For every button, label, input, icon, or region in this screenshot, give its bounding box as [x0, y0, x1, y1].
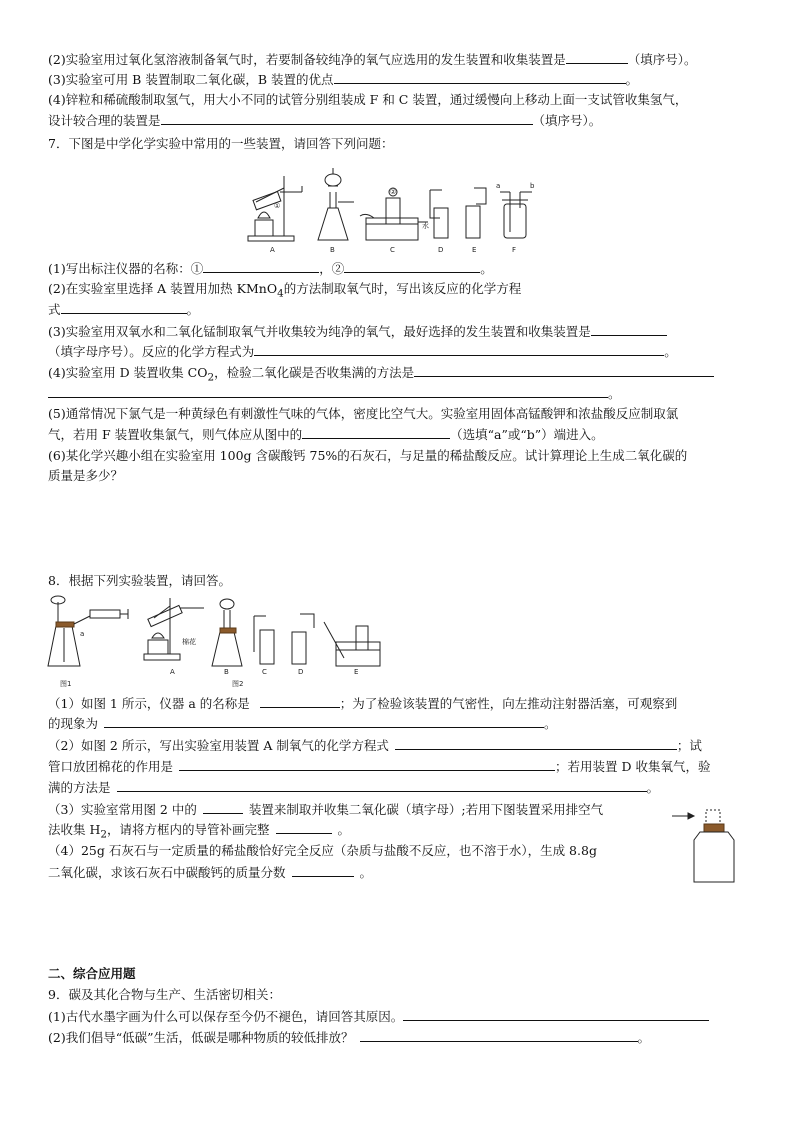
q9-part1: (1)古代水墨字画为什么可以保存至今仍不褪色，请回答其原因。: [48, 1007, 748, 1026]
answer-blank[interactable]: [117, 778, 647, 792]
answer-blank[interactable]: [203, 259, 319, 273]
q9-intro: 9．碳及其化合物与生产、生活密切相关：: [48, 987, 281, 1002]
q7-part6-cont: 质量是多少？: [48, 468, 124, 483]
q6-part3: (3)实验室可用 B 装置制取二氧化碳，B 装置的优点 。: [48, 72, 639, 87]
fig8-label-cotton: 棉花: [182, 638, 196, 646]
q8-intro: 8．根据下列实验装置，请回答。: [48, 573, 231, 588]
q7-part2: (2)在实验室里选择 A 装置用加热 KMnO$_4$的方法制取氧气时，写出该反应的化学方程: [48, 281, 522, 300]
fig-label-e: E: [472, 246, 477, 254]
q7-apparatus-svg: [244, 158, 534, 256]
fig-label-b: B: [330, 246, 335, 254]
fig8-caption-1: 图1: [60, 680, 72, 688]
q7-part4-cont: 。: [48, 384, 748, 403]
q8-part1-cont: 的现象为 。: [48, 716, 557, 731]
q9-part2: (2)我们倡导“低碳”生活，低碳是哪种物质的较低排放？ 。: [48, 1030, 651, 1045]
q6-part2: (2)实验室用过氧化氢溶液制备氧气时，若要制备较纯净的氧气应选用的发生装置和收集装置是 （填序号）。: [48, 52, 697, 67]
fig-label-c: C: [390, 246, 395, 254]
fig8-label-e: E: [354, 668, 359, 676]
fig8-label-b: B: [224, 668, 229, 676]
answer-blank[interactable]: [104, 714, 544, 728]
q7-part5-cont: 气，若用 F 装置收集氯气，则气体应从图中的 （选填“a”或“b”）端进入。: [48, 427, 604, 442]
section-title: 二、综合应用题: [48, 966, 136, 981]
answer-blank[interactable]: [403, 1007, 709, 1021]
fig-mark-1: ①: [274, 202, 281, 210]
fig8-label-c: C: [262, 668, 267, 676]
q8-part2-cont: 管口放团棉花的作用是 ；若用装置 D 收集氧气，验: [48, 759, 711, 774]
answer-blank[interactable]: [161, 111, 533, 125]
fig8-label-d: D: [298, 668, 304, 676]
q8-part4: （4）25g 石灰石与一定质量的稀盐酸恰好完全反应（杂质与盐酸不反应，也不溶于水），生成 8.8g: [48, 843, 597, 858]
q7-part6: (6)某化学兴趣小组在实验室用 100g 含碳酸钙 75%的石灰石，与足量的稀盐酸反应。试计算理论上生成二氧化碳的: [48, 448, 688, 463]
q7-part2-cont: 式 。: [48, 302, 200, 317]
answer-blank[interactable]: [566, 50, 628, 64]
q7-apparatus-figure: [244, 158, 534, 256]
answer-blank[interactable]: [276, 820, 332, 834]
answer-blank[interactable]: [395, 736, 677, 750]
q8-apparatus-figure: [44, 592, 384, 690]
q8-part3: （3）实验室常用图 2 中的 装置来制取并收集二氧化碳（填字母）;若用下图装置采用排空气: [48, 802, 604, 817]
q6-part4: (4)锌粒和稀硫酸制取氢气，用大小不同的试管分别组装成 F 和 C 装置，通过缓慢向上移动上面一支试管收集氢气，: [48, 92, 688, 107]
answer-blank[interactable]: [254, 342, 664, 356]
q8-part4-cont: 二氧化碳，求该石灰石中碳酸钙的质量分数 。: [48, 865, 373, 880]
fig-mark-water: 水: [422, 222, 429, 230]
answer-blank[interactable]: [61, 300, 187, 314]
gas-bottle-figure: [666, 800, 746, 886]
fig-mark-2: ②: [390, 188, 397, 196]
q8-part3-cont: 法收集 $H_2$，请将方框内的导管补画完整 。: [48, 822, 351, 841]
q8-part2-cont2: 满的方法是 。: [48, 780, 660, 795]
fig-label-a: A: [270, 246, 275, 254]
answer-blank[interactable]: [344, 259, 480, 273]
fig8-label-a-device: A: [170, 668, 175, 676]
fig-mark-a: a: [496, 182, 501, 190]
gas-bottle-svg: [666, 800, 746, 886]
q7-part3-cont: （填字母序号）。反应的化学方程式为 。: [48, 344, 677, 359]
q8-apparatus-svg: [44, 592, 384, 690]
q7-part4: (4)实验室用 D 装置收集 $CO_2$，检验二氧化碳是否收集满的方法是: [48, 363, 748, 387]
answer-blank[interactable]: [48, 384, 608, 398]
q6-part4-cont: 设计较合理的装置是 （填序号）。: [48, 113, 602, 128]
answer-blank[interactable]: [334, 70, 626, 84]
fig8-caption-2: 图2: [232, 680, 244, 688]
answer-blank[interactable]: [302, 425, 450, 439]
fig-label-f: F: [512, 246, 517, 254]
answer-blank[interactable]: [414, 363, 714, 377]
fig-mark-b: b: [530, 182, 535, 190]
q7-part1: (1)写出标注仪器的名称：① ，② 。: [48, 261, 493, 276]
q7-part3: (3)实验室用双氧水和二氧化锰制取氧气并收集较为纯净的氧气，最好选择的发生装置和收集装置是: [48, 322, 748, 341]
answer-blank[interactable]: [260, 694, 340, 708]
fig-label-d: D: [438, 246, 444, 254]
q8-part1: （1）如图 1 所示，仪器 a 的名称是 ；为了检验该装置的气密性，向左推动注射器活塞，可观察到: [48, 696, 678, 711]
fig8-label-a: a: [80, 630, 85, 638]
answer-blank[interactable]: [591, 322, 667, 336]
q8-part2: （2）如图 2 所示，写出实验室用装置 A 制氧气的化学方程式 ；试: [48, 738, 702, 753]
answer-blank[interactable]: [292, 863, 354, 877]
answer-blank[interactable]: [179, 757, 555, 771]
answer-blank[interactable]: [360, 1028, 638, 1042]
q7-part5: (5)通常情况下氯气是一种黄绿色有刺激性气味的气体，密度比空气大。实验室用固体高锰酸钾和浓盐酸反应制取氯: [48, 406, 679, 421]
q7-intro: 7．下图是中学化学实验中常用的一些装置，请回答下列问题：: [48, 136, 394, 151]
answer-blank[interactable]: [203, 800, 243, 814]
